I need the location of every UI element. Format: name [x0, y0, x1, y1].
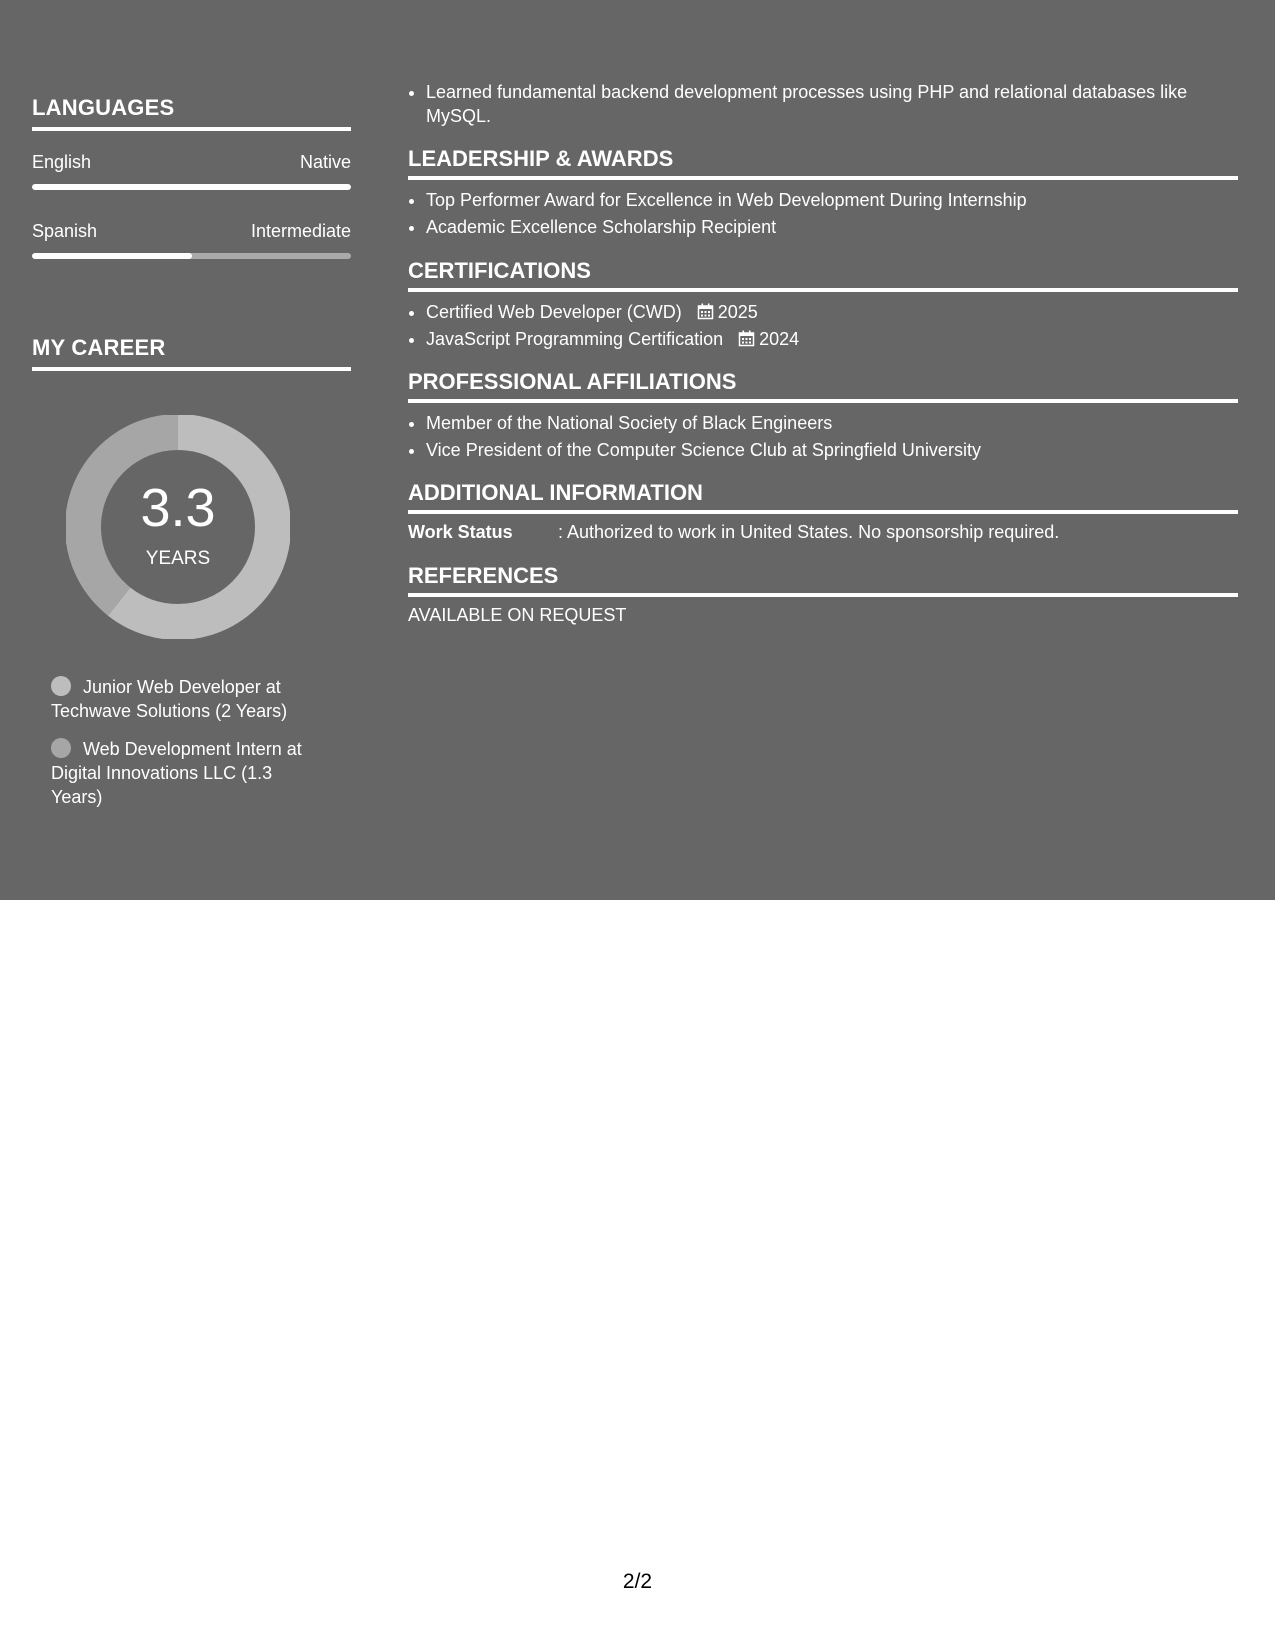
legend-label: Web Development Intern at Digital Innovations LLC (1.3 Years) — [51, 739, 302, 807]
language-bar-english — [32, 184, 351, 190]
experience-bullets — [408, 80, 1238, 131]
calendar-icon — [738, 330, 755, 347]
page-number: 2/2 — [622, 1570, 653, 1593]
calendar-icon — [697, 303, 714, 320]
affiliation-item: • Vice President of the Computer Science Club at Springfield University — [426, 438, 1238, 462]
career-legend-item — [51, 675, 321, 723]
leadership-heading: LEADERSHIP & AWARDS — [408, 146, 1238, 180]
certification-item — [426, 300, 1238, 324]
affiliation-item: • Member of the National Society of Black Engineers — [426, 411, 1238, 435]
certification-name: Certified Web Developer (CWD) — [426, 302, 682, 322]
language-row-english — [32, 152, 351, 173]
certifications-list — [408, 300, 1238, 354]
language-name: English — [32, 152, 92, 172]
leadership-item: • Top Performer Award for Excellence in Web Development During Internship — [426, 188, 1238, 212]
affiliations-heading: PROFESSIONAL AFFILIATIONS — [408, 369, 1238, 403]
language-bar-spanish — [32, 253, 351, 259]
certification-year: 2025 — [717, 302, 758, 322]
legend-label: Junior Web Developer at Techwave Solutions (2 Years) — [51, 677, 288, 721]
leadership-list — [408, 188, 1238, 242]
additional-info-heading: ADDITIONAL INFORMATION — [408, 480, 1238, 514]
language-name: Spanish — [32, 221, 98, 241]
experience-bullet: • Learned fundamental backend development processes using PHP and relational databases like MySQL. — [426, 80, 1238, 128]
references-heading: REFERENCES — [408, 563, 1238, 597]
leadership-item: • Academic Excellence Scholarship Recipient — [426, 215, 1238, 239]
legend-dot-icon — [51, 676, 71, 696]
language-bar-fill — [32, 253, 192, 259]
language-bar-fill — [32, 184, 351, 190]
certification-item — [426, 327, 1238, 351]
work-status-value: : Authorized to work in United States. No sponsorship required. — [558, 522, 1060, 542]
career-total-unit: YEARS — [145, 548, 211, 569]
language-level: Intermediate — [250, 221, 351, 241]
career-total-value: 3.3 — [140, 478, 216, 538]
career-donut-chart — [66, 415, 290, 639]
career-heading: MY CAREER — [32, 335, 351, 371]
references-text: AVAILABLE ON REQUEST — [408, 605, 627, 625]
career-legend-item — [51, 737, 321, 809]
work-status-label: Work Status — [408, 522, 513, 542]
legend-dot-icon — [51, 738, 71, 758]
language-level: Native — [299, 152, 351, 172]
certifications-heading: CERTIFICATIONS — [408, 258, 1238, 292]
languages-heading: LANGUAGES — [32, 95, 351, 131]
affiliations-list — [408, 411, 1238, 465]
certification-year: 2024 — [759, 329, 800, 349]
certification-name: JavaScript Programming Certification — [426, 329, 724, 349]
language-row-spanish — [32, 221, 351, 242]
work-status-row — [408, 522, 1238, 543]
